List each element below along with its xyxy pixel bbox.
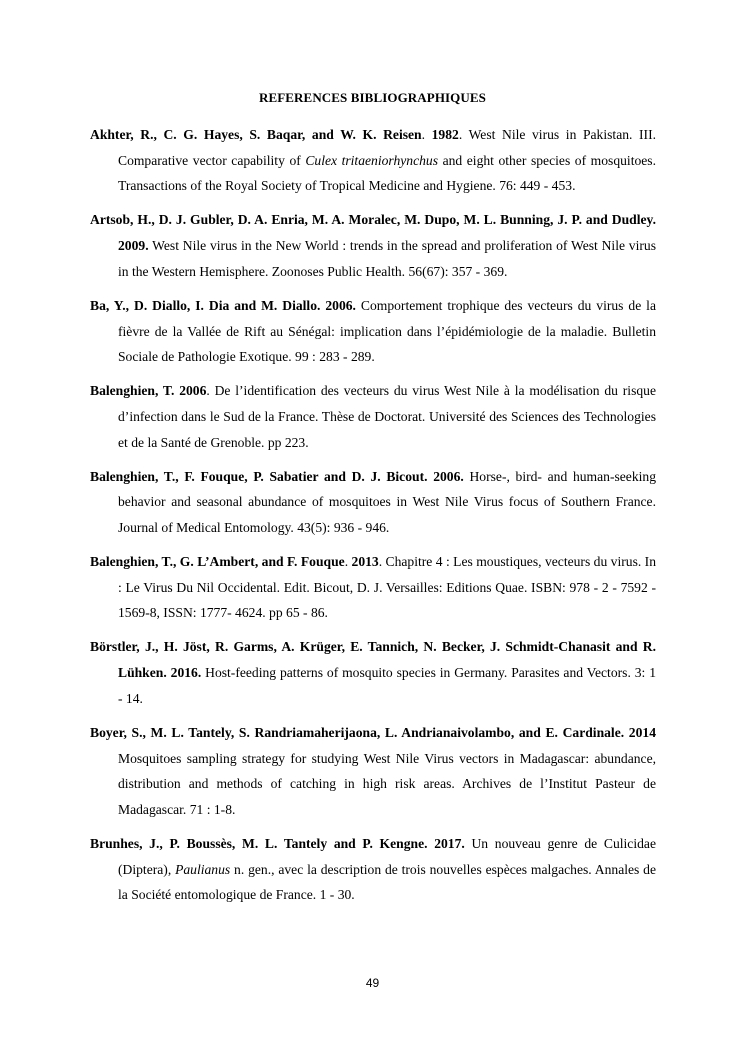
reference-entry <box>90 293 656 370</box>
reference-separator: . <box>421 127 432 142</box>
reference-year: 2014 <box>628 724 656 740</box>
reference-authors: Balenghien, T., G. L’Ambert, and F. Fouque <box>90 554 345 570</box>
reference-authors: Balenghien, T., F. Fouque, P. Sabatier and D. J. Bicout. <box>90 468 428 484</box>
reference-year: 2006. <box>325 297 356 313</box>
reference-italic-text: Paulianus <box>175 861 231 877</box>
reference-year: 2009. <box>118 238 149 254</box>
reference-entry <box>90 378 656 455</box>
reference-text: Comportement trophique des vecteurs du virus de la fièvre de la Vallée de Rift au Sénégal: implication dans l’épidémiologie de la maladie. Bulletin Sociale de Pathologie Exotique. 99 : 283 - 289. <box>118 297 656 365</box>
reference-text: Host-feeding patterns of mosquito species in Germany. Parasites and Vectors. 3: 1 - 14. <box>118 665 656 706</box>
reference-entry <box>90 634 656 711</box>
reference-text: Horse-, bird- and human-seeking behavior and seasonal abundance of mosquitoes in West Nile Virus focus of Southern France. Journal of Medical Entomology. 43(5): 936 - 946. <box>118 468 656 536</box>
reference-authors: Balenghien, T. <box>90 383 175 399</box>
reference-text: . Chapitre 4 : Les moustiques, vecteurs du virus. In : Le Virus Du Nil Occidental. Edit. Bicout, D. J. Versailles: Editions Quae. ISBN: 978 - 2 - 7592 - 1569-8, ISSN: 1777- 4624. pp 65 - 86. <box>118 554 656 621</box>
reference-entry <box>90 549 656 626</box>
reference-text: Mosquitoes sampling strategy for studying West Nile Virus vectors in Madagascar: abundance, distribution and methods of catching in high risk areas. Archives de l’Institut Pasteur de Madagascar. 71 : 1-8. <box>118 750 656 817</box>
reference-list <box>90 122 656 916</box>
reference-authors: Boyer, S., M. L. Tantely, S. Randriamaherijaona, L. Andrianaivolambo, and E. Cardinale. <box>90 724 625 740</box>
page-title: REFERENCES BIBLIOGRAPHIQUES <box>258 90 486 105</box>
reference-separator: . <box>344 554 352 570</box>
page-number: 49 <box>365 976 380 990</box>
reference-entry <box>90 464 656 541</box>
reference-text-tail: and eight other species of mosquitoes. Transactions of the Royal Society of Tropical Medicine and Hygiene. 76: 449 - 453. <box>118 152 656 194</box>
reference-entry <box>90 122 656 199</box>
reference-italic-text: Culex tritaeniorhynchus <box>305 152 439 168</box>
reference-entry <box>90 720 656 823</box>
reference-authors: Akhter, R., C. G. Hayes, S. Baqar, and W. K. Reisen <box>90 127 422 142</box>
reference-year: 2017. <box>434 835 465 851</box>
reference-authors: Brunhes, J., P. Boussès, M. L. Tantely and P. Kengne. <box>90 835 428 851</box>
reference-year: 2006. <box>433 468 464 484</box>
reference-text: West Nile virus in the New World : trends in the spread and proliferation of West Nile virus in the Western Hemisphere. Zoonoses Public Health. 56(67): 357 - 369. <box>118 238 656 279</box>
reference-text-tail: n. gen., avec la description de trois nouvelles espèces malgaches. Annales de la Société entomologique de France. 1 - 30. <box>118 861 656 903</box>
reference-text: . West Nile virus in Pakistan. III. Comparative vector capability of <box>118 127 657 168</box>
reference-authors: Ba, Y., D. Diallo, I. Dia and M. Diallo. <box>90 297 321 313</box>
reference-entry <box>90 207 656 284</box>
reference-year: 2013 <box>351 554 379 570</box>
reference-entry <box>90 831 656 908</box>
reference-authors: Börstler, J., H. Jöst, R. Garms, A. Krüger, E. Tannich, N. Becker, J. Schmidt-Chanasit and R. Lühken. <box>90 639 656 681</box>
reference-authors: Artsob, H., D. J. Gubler, D. A. Enria, M. A. Moralec, M. Dupo, M. L. Bunning, J. P. and Dudley. <box>90 212 656 228</box>
reference-text: . De l’identification des vecteurs du virus West Nile à la modélisation du risque d’infection dans le Sud de la France. Thèse de Doctorat. Université des Sciences des Technologies et de la Santé de Grenoble. pp 223. <box>118 383 656 450</box>
reference-text: Un nouveau genre de Culicidae (Diptera), <box>118 835 656 877</box>
reference-year: 2006 <box>179 383 207 399</box>
reference-year: 2016. <box>170 665 202 681</box>
reference-year: 1982 <box>431 127 459 142</box>
